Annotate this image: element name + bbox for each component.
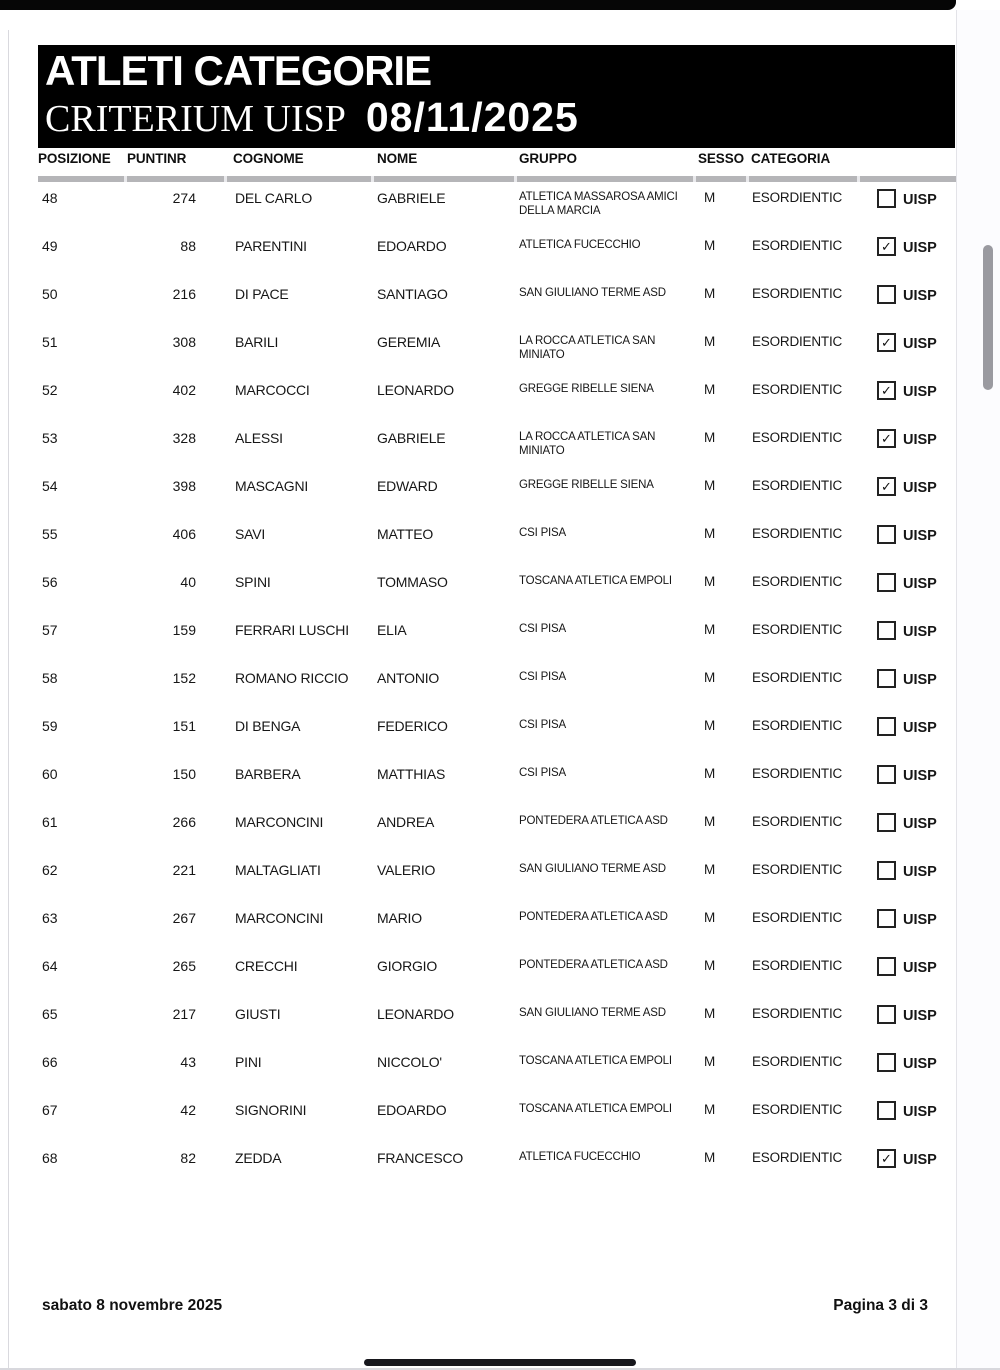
cell-categoria: ESORDIENTIC: [752, 622, 843, 637]
cell-sesso: M: [704, 238, 716, 253]
table-row: [0, 570, 1000, 618]
uisp-label: UISP: [903, 1104, 937, 1120]
cell-posizione: 58: [42, 670, 58, 686]
uisp-checkbox[interactable]: [877, 525, 896, 544]
cell-nome: EDOARDO: [377, 238, 447, 254]
cell-nr: 82: [180, 1150, 196, 1166]
uisp-checkbox[interactable]: ✓: [877, 1149, 896, 1168]
uisp-label: UISP: [903, 768, 937, 784]
cell-sesso: M: [704, 286, 716, 301]
cell-cognome: FERRARI LUSCHI: [235, 622, 349, 638]
cell-nr: 159: [172, 622, 196, 638]
uisp-label: UISP: [903, 720, 937, 736]
cell-nr: 308: [172, 334, 196, 350]
cell-categoria: ESORDIENTIC: [752, 478, 843, 493]
uisp-label: UISP: [903, 912, 937, 928]
cell-uisp: [877, 572, 937, 592]
uisp-checkbox[interactable]: [877, 285, 896, 304]
cell-categoria: ESORDIENTIC: [752, 238, 843, 253]
home-indicator[interactable]: [364, 1359, 636, 1366]
uisp-label: UISP: [903, 1056, 937, 1072]
cell-nr: 406: [172, 526, 196, 542]
cell-posizione: 57: [42, 622, 58, 638]
cell-categoria: ESORDIENTIC: [752, 1006, 843, 1021]
cell-sesso: M: [704, 334, 716, 349]
uisp-label: UISP: [903, 432, 937, 448]
cell-sesso: M: [704, 910, 716, 925]
uisp-checkbox[interactable]: [877, 813, 896, 832]
cell-nome: VALERIO: [377, 862, 436, 878]
cell-gruppo: CSI PISA: [519, 719, 566, 731]
cell-sesso: M: [704, 1006, 716, 1021]
uisp-checkbox[interactable]: [877, 669, 896, 688]
cell-uisp: [877, 1004, 937, 1024]
table-row: [0, 906, 1000, 954]
cell-gruppo: TOSCANA ATLETICA EMPOLI: [519, 575, 672, 587]
cell-cognome: PINI: [235, 1054, 262, 1070]
uisp-checkbox[interactable]: ✓: [877, 477, 896, 496]
cell-nr: 151: [172, 718, 196, 734]
table-row: [0, 426, 1000, 474]
cell-gruppo: CSI PISA: [519, 671, 566, 683]
cell-nome: LEONARDO: [377, 1006, 454, 1022]
uisp-label: UISP: [903, 336, 937, 352]
cell-nome: EDWARD: [377, 478, 438, 494]
uisp-checkbox[interactable]: ✓: [877, 429, 896, 448]
uisp-label: UISP: [903, 288, 937, 304]
cell-gruppo: LA ROCCA ATLETICA SAN MINIATO: [519, 431, 656, 457]
uisp-label: UISP: [903, 1152, 937, 1168]
cell-gruppo: CSI PISA: [519, 623, 566, 635]
page-title: ATLETI CATEGORIE: [45, 47, 432, 94]
cell-gruppo: LA ROCCA ATLETICA SAN MINIATO: [519, 335, 656, 361]
title-banner: [38, 45, 955, 148]
page-subtitle: CRITERIUM UISP: [45, 98, 346, 140]
cell-gruppo: SAN GIULIANO TERME ASD: [519, 287, 666, 299]
cell-categoria: ESORDIENTIC: [752, 1102, 843, 1117]
col-header-nome: NOME: [377, 151, 418, 166]
cell-posizione: 63: [42, 910, 58, 926]
cell-cognome: GIUSTI: [235, 1006, 281, 1022]
cell-categoria: ESORDIENTIC: [752, 1054, 843, 1069]
cell-nome: GABRIELE: [377, 190, 446, 206]
cell-nome: FRANCESCO: [377, 1150, 464, 1166]
cell-cognome: MASCAGNI: [235, 478, 309, 494]
uisp-label: UISP: [903, 384, 937, 400]
cell-cognome: ZEDDA: [235, 1150, 282, 1166]
cell-cognome: CRECCHI: [235, 958, 298, 974]
uisp-checkbox[interactable]: ✓: [877, 333, 896, 352]
table-row: [0, 954, 1000, 1002]
cell-posizione: 48: [42, 190, 58, 206]
cell-nome: NICCOLO': [377, 1054, 442, 1070]
uisp-label: UISP: [903, 576, 937, 592]
cell-nome: ANTONIO: [377, 670, 440, 686]
cell-sesso: M: [704, 478, 716, 493]
cell-uisp: [877, 1148, 937, 1168]
cell-categoria: ESORDIENTIC: [752, 334, 843, 349]
cell-gruppo: SAN GIULIANO TERME ASD: [519, 1007, 666, 1019]
uisp-checkbox[interactable]: [877, 189, 896, 208]
uisp-label: UISP: [903, 240, 937, 256]
table-row: [0, 1146, 1000, 1194]
cell-nr: 42: [180, 1102, 196, 1118]
uisp-checkbox[interactable]: [877, 621, 896, 640]
footer-page-number: Pagina 3 di 3: [833, 1297, 928, 1314]
table-row: [0, 378, 1000, 426]
cell-cognome: SPINI: [235, 574, 271, 590]
cell-uisp: [877, 668, 937, 688]
table-row: [0, 474, 1000, 522]
cell-sesso: M: [704, 958, 716, 973]
cell-nome: SANTIAGO: [377, 286, 448, 302]
uisp-checkbox[interactable]: [877, 1053, 896, 1072]
cell-categoria: ESORDIENTIC: [752, 910, 843, 925]
cell-sesso: M: [704, 718, 716, 733]
uisp-checkbox[interactable]: [877, 1005, 896, 1024]
event-date: 08/11/2025: [365, 94, 579, 140]
uisp-label: UISP: [903, 864, 937, 880]
table-row: [0, 666, 1000, 714]
col-header-sesso: SESSO: [698, 151, 745, 166]
cell-gruppo: GREGGE RIBELLE SIENA: [519, 479, 654, 491]
cell-cognome: DI BENGA: [235, 718, 301, 734]
cell-cognome: MARCONCINI: [235, 910, 324, 926]
cell-posizione: 64: [42, 958, 58, 974]
uisp-checkbox[interactable]: ✓: [877, 237, 896, 256]
cell-uisp: [877, 188, 937, 208]
cell-posizione: 62: [42, 862, 58, 878]
uisp-label: UISP: [903, 672, 937, 688]
cell-categoria: ESORDIENTIC: [752, 766, 843, 781]
cell-categoria: ESORDIENTIC: [752, 958, 843, 973]
cell-posizione: 52: [42, 382, 58, 398]
uisp-label: UISP: [903, 1008, 937, 1024]
uisp-checkbox[interactable]: ✓: [877, 381, 896, 400]
cell-gruppo: PONTEDERA ATLETICA ASD: [519, 959, 668, 971]
cell-categoria: ESORDIENTIC: [752, 526, 843, 541]
uisp-label: UISP: [903, 624, 937, 640]
cell-nr: 88: [180, 238, 196, 254]
uisp-label: UISP: [903, 816, 937, 832]
cell-categoria: ESORDIENTIC: [752, 382, 843, 397]
cell-sesso: M: [704, 814, 716, 829]
uisp-checkbox[interactable]: [877, 957, 896, 976]
uisp-checkbox[interactable]: [877, 909, 896, 928]
cell-gruppo: ATLETICA FUCECCHIO: [519, 1151, 641, 1163]
cell-cognome: DEL CARLO: [235, 190, 313, 206]
cell-cognome: MARCOCCI: [235, 382, 310, 398]
uisp-label: UISP: [903, 960, 937, 976]
table-rows: [0, 186, 1000, 1194]
cell-nr: 43: [180, 1054, 196, 1070]
table-row: [0, 234, 1000, 282]
table-row: [0, 522, 1000, 570]
cell-categoria: ESORDIENTIC: [752, 430, 843, 445]
table-row: [0, 618, 1000, 666]
cell-nr: 266: [172, 814, 196, 830]
cell-uisp: [877, 812, 937, 832]
cell-sesso: M: [704, 622, 716, 637]
cell-categoria: ESORDIENTIC: [752, 670, 843, 685]
cell-posizione: 55: [42, 526, 58, 542]
footer-date: sabato 8 novembre 2025: [42, 1297, 223, 1314]
cell-nr: 328: [172, 430, 196, 446]
cell-nome: GEREMIA: [377, 334, 441, 350]
table-row: [0, 1098, 1000, 1146]
cell-cognome: BARBERA: [235, 766, 301, 782]
uisp-checkbox[interactable]: [877, 861, 896, 880]
cell-uisp: [877, 332, 937, 352]
cell-posizione: 54: [42, 478, 58, 494]
uisp-checkbox[interactable]: [877, 765, 896, 784]
uisp-label: UISP: [903, 192, 937, 208]
uisp-label: UISP: [903, 480, 937, 496]
cell-categoria: ESORDIENTIC: [752, 190, 843, 205]
cell-nr: 267: [172, 910, 196, 926]
cell-nome: EDOARDO: [377, 1102, 447, 1118]
cell-cognome: ROMANO RICCIO: [235, 670, 349, 686]
cell-cognome: MALTAGLIATI: [235, 862, 321, 878]
cell-sesso: M: [704, 382, 716, 397]
cell-categoria: ESORDIENTIC: [752, 286, 843, 301]
cell-gruppo: ATLETICA FUCECCHIO: [519, 239, 641, 251]
cell-cognome: MARCONCINI: [235, 814, 324, 830]
cell-categoria: ESORDIENTIC: [752, 814, 843, 829]
cell-nome: ELIA: [377, 622, 407, 638]
cell-posizione: 56: [42, 574, 58, 590]
cell-sesso: M: [704, 766, 716, 781]
table-row: [0, 1002, 1000, 1050]
cell-gruppo: PONTEDERA ATLETICA ASD: [519, 815, 668, 827]
cell-sesso: M: [704, 1054, 716, 1069]
uisp-checkbox[interactable]: [877, 573, 896, 592]
cell-posizione: 59: [42, 718, 58, 734]
col-header-gruppo: GRUPPO: [519, 151, 577, 166]
cell-nome: GABRIELE: [377, 430, 446, 446]
uisp-label: UISP: [903, 528, 937, 544]
cell-gruppo: CSI PISA: [519, 527, 566, 539]
top-bar-edge: [0, 0, 956, 10]
cell-gruppo: SAN GIULIANO TERME ASD: [519, 863, 666, 875]
cell-sesso: M: [704, 526, 716, 541]
cell-sesso: M: [704, 190, 716, 205]
cell-cognome: DI PACE: [235, 286, 289, 302]
cell-nr: 274: [172, 190, 196, 206]
cell-uisp: [877, 1100, 937, 1120]
cell-uisp: [877, 908, 937, 928]
header-divider: [38, 176, 956, 182]
cell-posizione: 60: [42, 766, 58, 782]
cell-nome: LEONARDO: [377, 382, 454, 398]
cell-nr: 265: [172, 958, 196, 974]
cell-cognome: PARENTINI: [235, 238, 307, 254]
cell-uisp: [877, 956, 937, 976]
cell-uisp: [877, 236, 937, 256]
col-header-categoria: CATEGORIA: [751, 151, 831, 166]
cell-sesso: M: [704, 862, 716, 877]
cell-gruppo: CSI PISA: [519, 767, 566, 779]
table-row: [0, 810, 1000, 858]
cell-posizione: 61: [42, 814, 58, 830]
cell-categoria: ESORDIENTIC: [752, 1150, 843, 1165]
cell-nome: FEDERICO: [377, 718, 448, 734]
cell-sesso: M: [704, 574, 716, 589]
cell-uisp: [877, 860, 937, 880]
cell-gruppo: TOSCANA ATLETICA EMPOLI: [519, 1103, 672, 1115]
cell-nome: ANDREA: [377, 814, 435, 830]
cell-nr: 40: [180, 574, 196, 590]
cell-nr: 221: [172, 862, 196, 878]
table-row: [0, 762, 1000, 810]
cell-nr: 402: [172, 382, 196, 398]
cell-cognome: SAVI: [235, 526, 266, 542]
table-row: [0, 186, 1000, 234]
cell-nr: 216: [172, 286, 196, 302]
cell-nome: MATTEO: [377, 526, 434, 542]
table-row: [0, 1050, 1000, 1098]
cell-posizione: 65: [42, 1006, 58, 1022]
uisp-checkbox[interactable]: [877, 717, 896, 736]
col-header-cognome: COGNOME: [233, 151, 304, 166]
cell-uisp: [877, 524, 937, 544]
cell-nome: TOMMASO: [377, 574, 448, 590]
cell-sesso: M: [704, 1150, 716, 1165]
cell-sesso: M: [704, 430, 716, 445]
cell-posizione: 68: [42, 1150, 58, 1166]
cell-gruppo: TOSCANA ATLETICA EMPOLI: [519, 1055, 672, 1067]
cell-cognome: BARILI: [235, 334, 279, 350]
cell-gruppo: GREGGE RIBELLE SIENA: [519, 383, 654, 395]
uisp-checkbox[interactable]: [877, 1101, 896, 1120]
col-header-punti: PUNTI: [127, 151, 168, 166]
cell-nr: 217: [172, 1006, 196, 1022]
cell-nome: GIORGIO: [377, 958, 438, 974]
col-header-nr: NR: [167, 151, 187, 166]
cell-nr: 152: [172, 670, 196, 686]
cell-posizione: 50: [42, 286, 58, 302]
table-row: [0, 330, 1000, 378]
cell-uisp: [877, 716, 937, 736]
cell-uisp: [877, 284, 937, 304]
table-row: [0, 714, 1000, 762]
cell-nome: MARIO: [377, 910, 422, 926]
cell-categoria: ESORDIENTIC: [752, 862, 843, 877]
table-header-row: [0, 151, 956, 171]
cell-uisp: [877, 620, 937, 640]
cell-uisp: [877, 476, 937, 496]
table-row: [0, 282, 1000, 330]
cell-gruppo: ATLETICA MASSAROSA AMICI DELLA MARCIA: [519, 191, 678, 217]
cell-uisp: [877, 764, 937, 784]
cell-posizione: 67: [42, 1102, 58, 1118]
cell-uisp: [877, 428, 937, 448]
col-header-posizione: POSIZIONE: [38, 151, 111, 166]
cell-posizione: 66: [42, 1054, 58, 1070]
cell-posizione: 51: [42, 334, 58, 350]
cell-gruppo: PONTEDERA ATLETICA ASD: [519, 911, 668, 923]
table-row: [0, 858, 1000, 906]
cell-categoria: ESORDIENTIC: [752, 718, 843, 733]
cell-uisp: [877, 1052, 937, 1072]
cell-nr: 150: [172, 766, 196, 782]
cell-nr: 398: [172, 478, 196, 494]
cell-uisp: [877, 380, 937, 400]
cell-posizione: 53: [42, 430, 58, 446]
cell-posizione: 49: [42, 238, 58, 254]
cell-cognome: SIGNORINI: [235, 1102, 307, 1118]
cell-cognome: ALESSI: [235, 430, 283, 446]
cell-sesso: M: [704, 670, 716, 685]
cell-categoria: ESORDIENTIC: [752, 574, 843, 589]
cell-nome: MATTHIAS: [377, 766, 446, 782]
cell-sesso: M: [704, 1102, 716, 1117]
